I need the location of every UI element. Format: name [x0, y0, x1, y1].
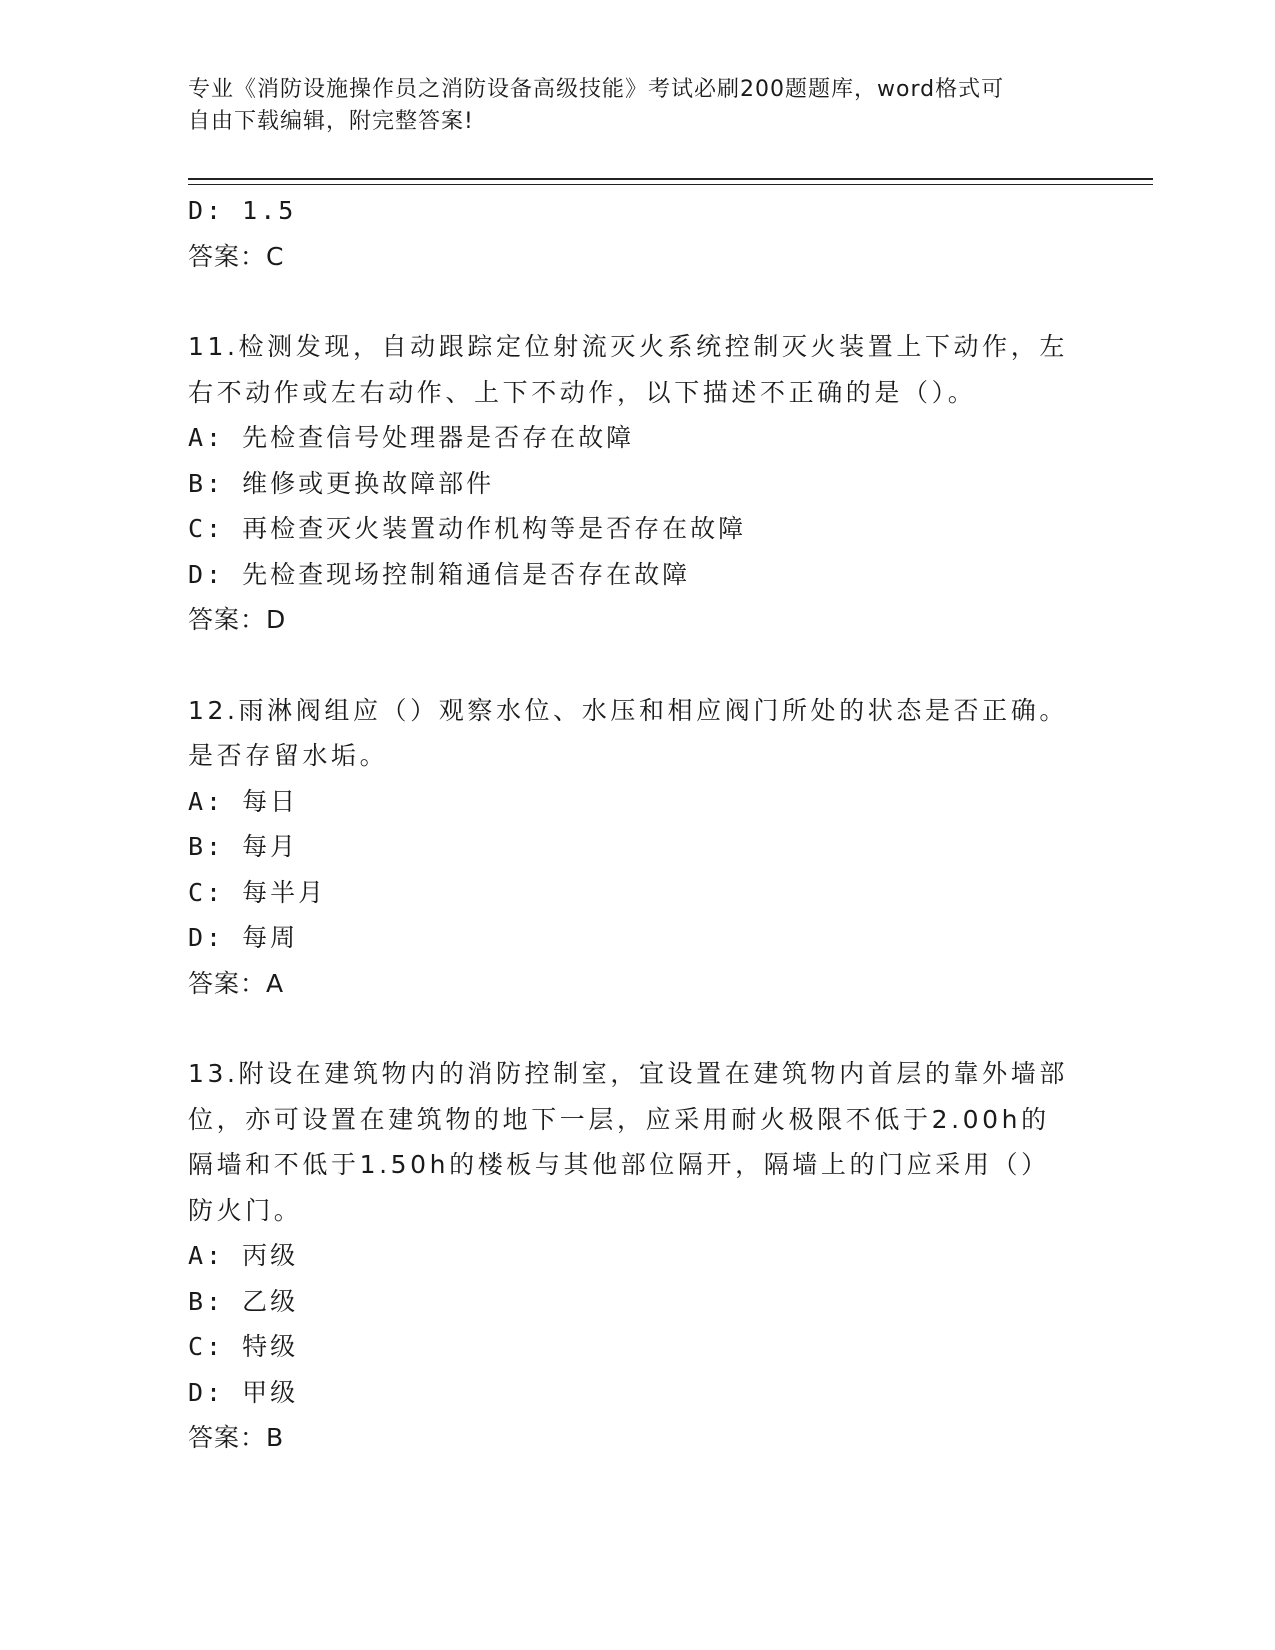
answer: 答案：D — [188, 605, 287, 634]
option-c: C: 再检查灭火装置动作机构等是否存在故障 — [188, 514, 747, 543]
answer: 答案：A — [188, 968, 285, 998]
document-body — [188, 188, 1088, 1461]
question-text-line: 隔墙和不低于1.50h的楼板与其他部位隔开，隔墙上的门应采用（） — [188, 1150, 1050, 1179]
option-d: D: 先检查现场控制箱通信是否存在故障 — [188, 559, 691, 589]
option-d: D: 1.5 — [188, 196, 297, 225]
question-12 — [188, 688, 1088, 1007]
option-a: A: 先检查信号处理器是否存在故障 — [188, 423, 635, 452]
option-c: C: 特级 — [188, 1332, 299, 1361]
option-b: B: 维修或更换故障部件 — [188, 468, 495, 498]
answer: 答案：B — [188, 1423, 285, 1452]
option-c: C: 每半月 — [188, 877, 327, 907]
question-13 — [188, 1051, 1088, 1461]
question-text-line: 13.附设在建筑物内的消防控制室，宜设置在建筑物内首层的靠外墙部 — [188, 1059, 1068, 1088]
question-11 — [188, 324, 1088, 643]
document-header — [188, 74, 1068, 138]
option-d: D: 每周 — [188, 923, 299, 952]
previous-question-tail — [188, 188, 1088, 279]
header-line-1: 专业《消防设施操作员之消防设备高级技能》考试必刷200题题库，word格式可 — [188, 77, 1005, 102]
option-a: A: 每日 — [188, 786, 299, 816]
option-b: B: 乙级 — [188, 1286, 299, 1316]
question-text-line: 是否存留水垢。 — [188, 741, 389, 770]
answer: 答案：C — [188, 241, 285, 271]
option-d: D: 甲级 — [188, 1377, 299, 1407]
question-text-line: 12.雨淋阀组应（）观察水位、水压和相应阀门所处的状态是否正确。 — [188, 695, 1068, 725]
question-text-line: 右不动作或左右动作、上下不动作，以下描述不正确的是（）。 — [188, 377, 977, 407]
question-text-line: 11.检测发现，自动跟踪定位射流灭火系统控制灭火装置上下动作，左 — [188, 332, 1068, 361]
header-rule-thick — [188, 178, 1153, 180]
question-text-line: 防火门。 — [188, 1195, 303, 1225]
header-rule-thin — [188, 184, 1153, 185]
option-b: B: 每月 — [188, 832, 299, 861]
question-text-line: 位，亦可设置在建筑物的地下一层，应采用耐火极限不低于2.00h的 — [188, 1104, 1050, 1134]
option-a: A: 丙级 — [188, 1241, 299, 1270]
header-line-2: 自由下载编辑，附完整答案! — [188, 109, 474, 134]
